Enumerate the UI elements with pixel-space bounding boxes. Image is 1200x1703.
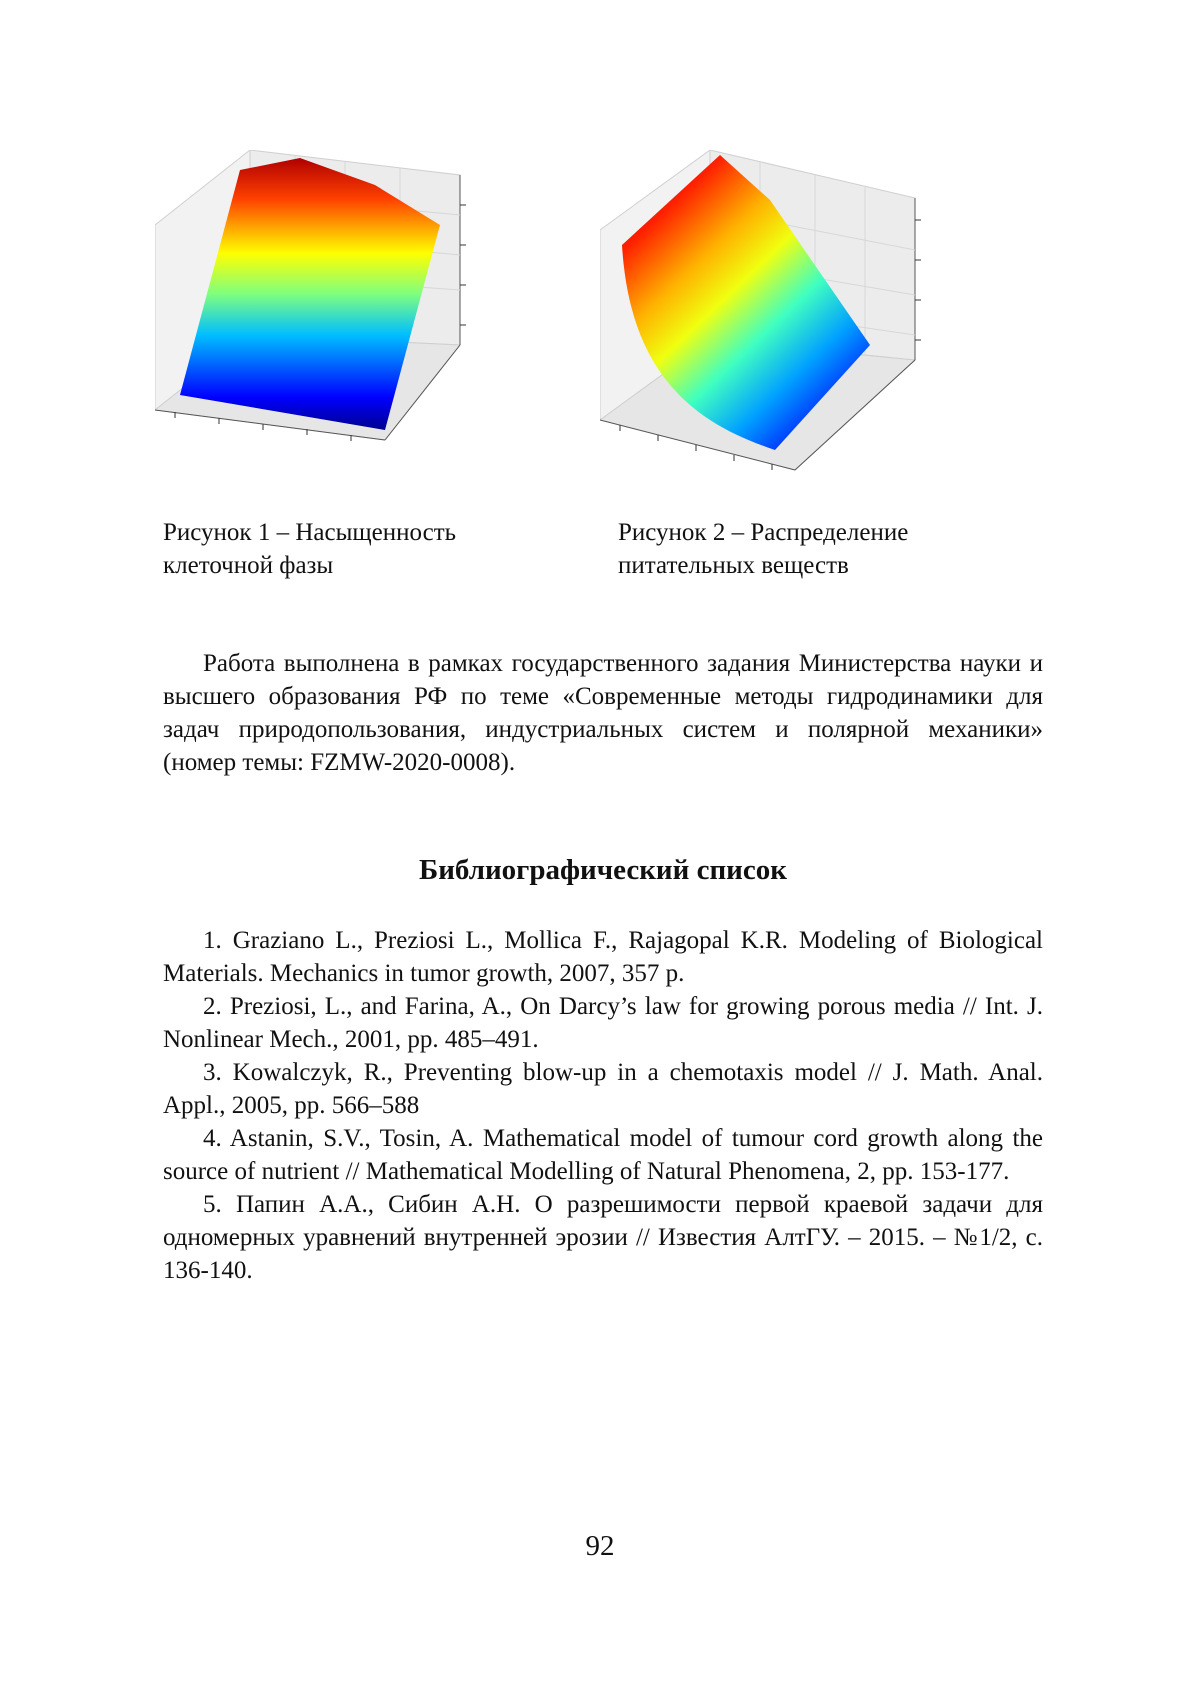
figure-2-plot-svg (600, 150, 1000, 515)
bibliography-item: 5. Папин А.А., Сибин А.Н. О разрешимости первой краевой задачи для одномерных уравнений внутренней эрозии // Известия АлтГУ. – 2015. – №1/2, с. 136-140. (163, 1191, 1043, 1284)
bibliography-item: 2. Preziosi, L., and Farina, A., On Darcy’s law for growing porous media // Int. J. Nonlinear Mech., 2001, pp. 485–491. (163, 993, 1043, 1053)
figure-1-caption-line2: клеточной фазы (163, 552, 334, 579)
figure-2-surface-plot (600, 150, 1000, 515)
bibliography-item: 1. Graziano L., Preziosi L., Mollica F., Rajagopal K.R. Modeling of Biological Materials. Mechanics in tumor growth, 2007, 357 p. (163, 927, 1043, 987)
figure-1-caption (163, 516, 523, 582)
bibliography-item: 3. Kowalczyk, R., Preventing blow-up in a chemotaxis model // J. Math. Anal. Appl., 2005, pp. 566–588 (163, 1059, 1043, 1119)
acknowledgement-section (163, 647, 1043, 779)
bibliography-heading: Библиографический список (419, 854, 787, 886)
figure-1-caption-line1: Рисунок 1 – Насыщенность (163, 519, 457, 546)
figure-1-plot-svg (155, 150, 540, 500)
bibliography-item: 4. Astanin, S.V., Tosin, A. Mathematical model of tumour cord growth along the source of nutrient // Mathematical Modelling of Natural Phenomena, 2, pp. 153-177. (163, 1125, 1043, 1185)
acknowledgement-paragraph: Работа выполнена в рамках государственного задания Министерства науки и высшего образования РФ по теме «Современные методы гидродинамики для задач природопользования, индустриальных систем и полярной механики» (номер темы: FZMW-2020-0008). (163, 650, 1043, 776)
figure-2-caption-line2: питательных веществ (618, 552, 849, 579)
page-number: 92 (585, 1530, 615, 1562)
figure-1-surface-plot (155, 150, 540, 500)
figure-2-caption (618, 516, 978, 582)
figure-2-caption-line1: Рисунок 2 – Распределение (618, 519, 909, 546)
bibliography-list (163, 924, 1043, 1287)
